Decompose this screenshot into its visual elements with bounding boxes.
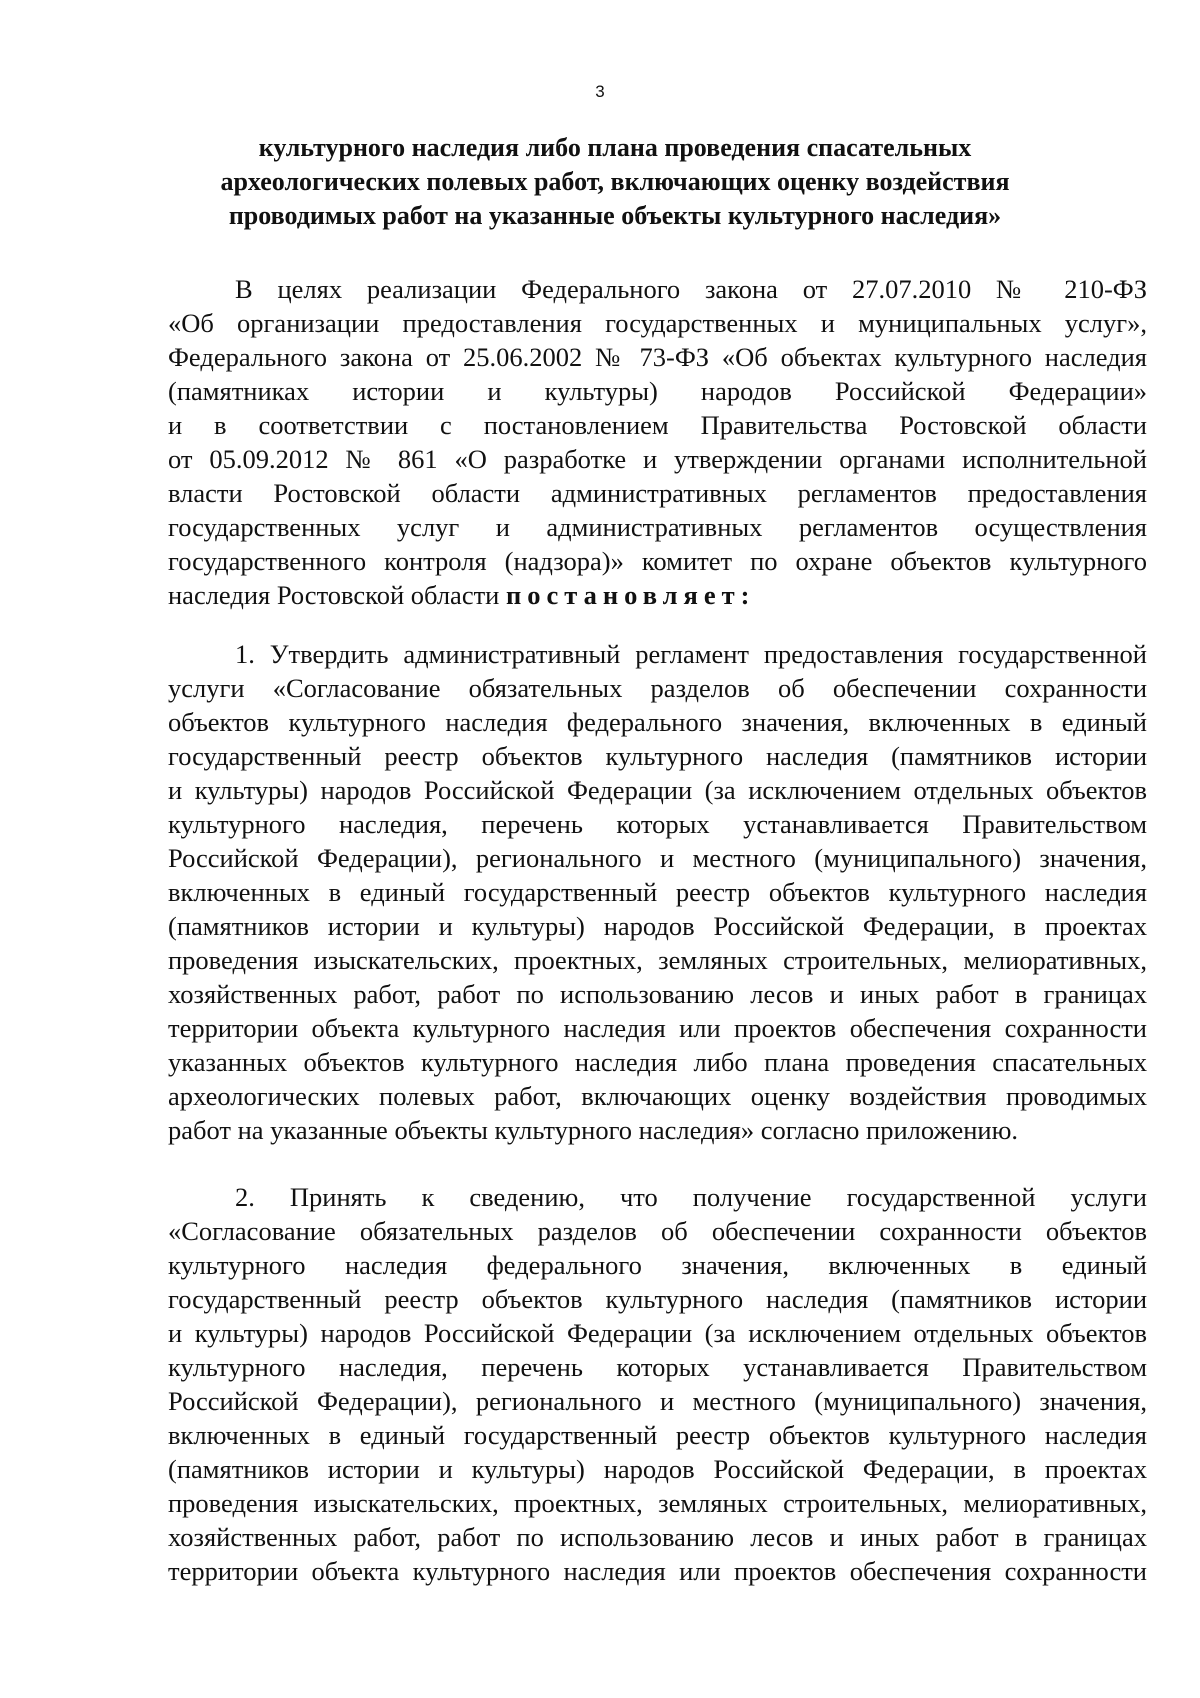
text-line: территории объекта культурного наследия или проектов обеспечения сохранности xyxy=(168,1013,1147,1043)
text-line: услуги «Согласование обязательных разделов об обеспечении сохранности xyxy=(168,673,1147,703)
text-line: государственный реестр объектов культурного наследия (памятников истории xyxy=(168,1284,1147,1314)
text-line: объектов культурного наследия федерального значения, включенных в единый xyxy=(168,707,1147,737)
text-line: включенных в единый государственный реестр объектов культурного наследия xyxy=(168,1420,1147,1450)
text-line: государственного контроля (надзора)» комитет по охране объектов культурного xyxy=(168,546,1147,576)
text-line: Федерального закона от 25.06.2002 № 73-ФЗ «Об объектах культурного наследия xyxy=(168,342,1147,372)
text-line: «Об организации предоставления государственных и муниципальных услуг», xyxy=(168,308,1147,338)
text-line xyxy=(168,578,1147,612)
text-line: культурного наследия, перечень которых устанавливается Правительством xyxy=(168,809,1147,839)
clause-2 xyxy=(168,1180,1147,1588)
text-line: археологических полевых работ, включающих оценку воздействия проводимых xyxy=(168,1081,1147,1111)
text-line: включенных в единый государственный реестр объектов культурного наследия xyxy=(168,877,1147,907)
title-line: проводимых работ на указанные объекты культурного наследия» xyxy=(228,201,1002,230)
decree-word: постановляет: xyxy=(505,580,756,610)
text-line: В целях реализации Федерального закона от 27.07.2010 № 210-ФЗ xyxy=(235,274,1147,304)
text-line: Российской Федерации), регионального и местного (муниципального) значения, xyxy=(168,1386,1147,1416)
page-number: 3 xyxy=(595,82,605,101)
text-line: работ на указанные объекты культурного наследия» согласно приложению. xyxy=(168,1115,1018,1145)
text-line: и в соответствии с постановлением Правительства Ростовской области xyxy=(168,410,1147,440)
text-line: проведения изыскательских, проектных, земляных строительных, мелиоративных, xyxy=(168,1488,1147,1518)
title-line: культурного наследия либо плана проведения спасательных xyxy=(258,133,972,162)
text-line: 1. Утвердить административный регламент предоставления государственной xyxy=(235,639,1147,669)
text-line: «Согласование обязательных разделов об обеспечении сохранности объектов xyxy=(168,1216,1147,1246)
text-line: указанных объектов культурного наследия либо плана проведения спасательных xyxy=(168,1047,1147,1077)
text-line: культурного наследия, перечень которых устанавливается Правительством xyxy=(168,1352,1147,1382)
document-title xyxy=(170,131,1060,233)
text-line: от 05.09.2012 № 861 «О разработке и утверждении органами исполнительной xyxy=(168,444,1147,474)
preamble-closing-text: наследия Ростовской области xyxy=(168,580,500,610)
clause-1 xyxy=(168,637,1147,1147)
text-line: хозяйственных работ, работ по использованию лесов и иных работ в границах xyxy=(168,1522,1147,1552)
text-line: государственных услуг и административных регламентов осуществления xyxy=(168,512,1147,542)
text-line: 2. Принять к сведению, что получение государственной услуги xyxy=(235,1182,1147,1212)
text-line: и культуры) народов Российской Федерации (за исключением отдельных объектов xyxy=(168,775,1147,805)
text-line: Российской Федерации), регионального и местного (муниципального) значения, xyxy=(168,843,1147,873)
preamble-paragraph xyxy=(168,272,1147,612)
text-line: культурного наследия федерального значения, включенных в единый xyxy=(168,1250,1147,1280)
text-line: проведения изыскательских, проектных, земляных строительных, мелиоративных, xyxy=(168,945,1147,975)
text-line: территории объекта культурного наследия или проектов обеспечения сохранности xyxy=(168,1556,1147,1586)
text-line: власти Ростовской области административных регламентов предоставления xyxy=(168,478,1147,508)
text-line: и культуры) народов Российской Федерации (за исключением отдельных объектов xyxy=(168,1318,1147,1348)
text-line: (памятниках истории и культуры) народов Российской Федерации» xyxy=(168,376,1147,406)
text-line: хозяйственных работ, работ по использованию лесов и иных работ в границах xyxy=(168,979,1147,1009)
text-line: (памятников истории и культуры) народов Российской Федерации, в проектах xyxy=(168,1454,1147,1484)
title-line: археологических полевых работ, включающих оценку воздействия xyxy=(220,167,1010,196)
text-line: (памятников истории и культуры) народов Российской Федерации, в проектах xyxy=(168,911,1147,941)
text-line: государственный реестр объектов культурного наследия (памятников истории xyxy=(168,741,1147,771)
